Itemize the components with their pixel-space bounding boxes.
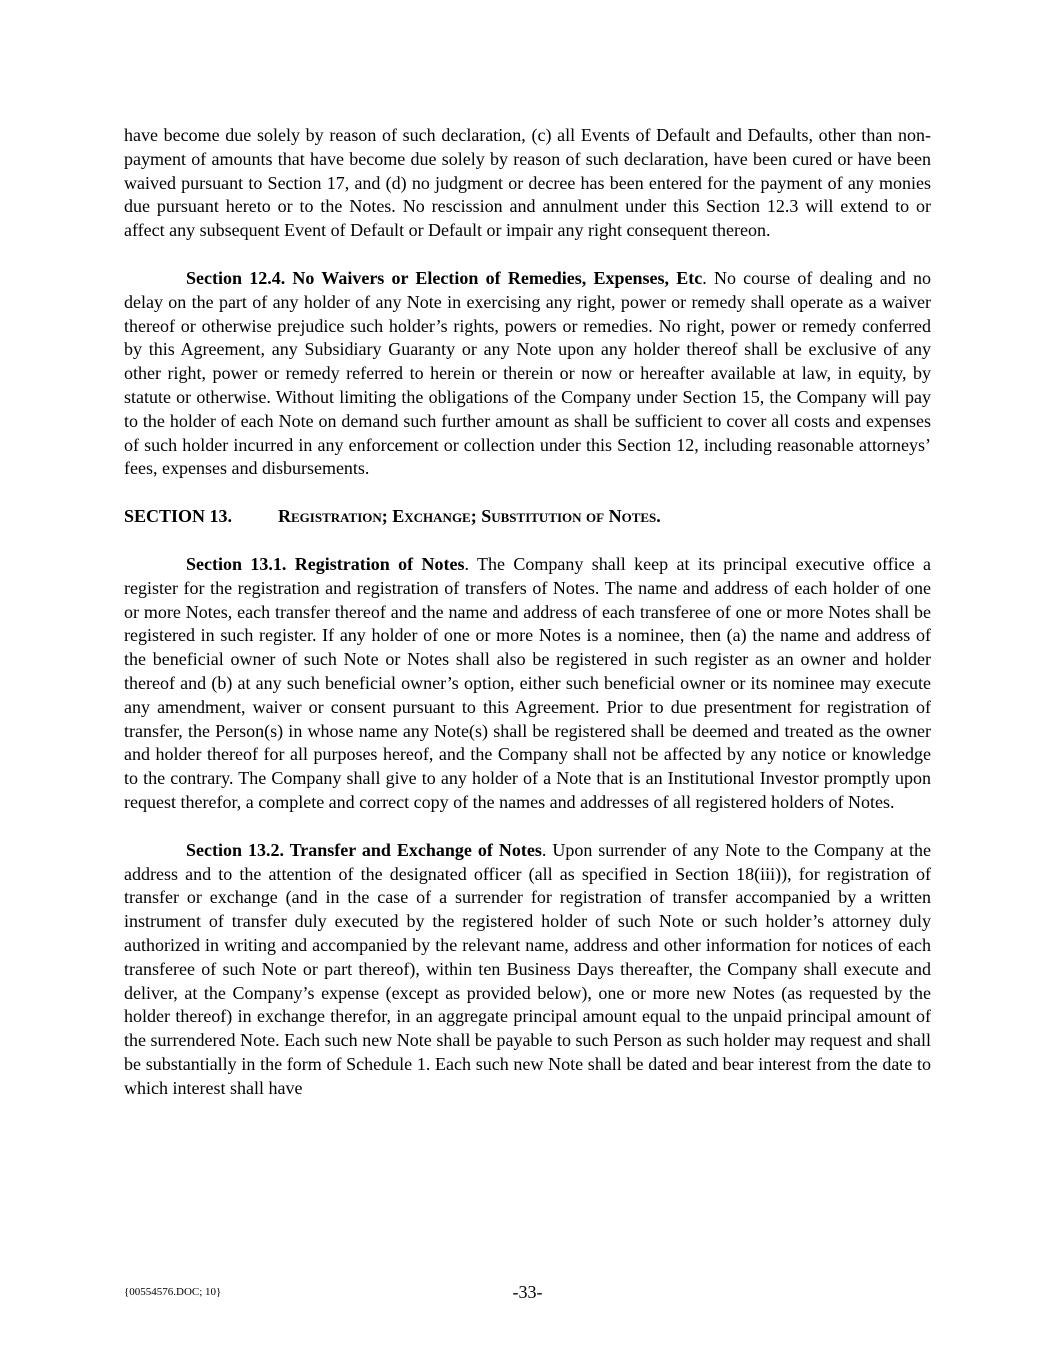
section-12-4-heading: Section 12.4. No Waivers or Election of Remedies, Expenses, Etc <box>186 267 703 288</box>
section-13-1-paragraph <box>124 553 931 815</box>
section-13-title: Registration; Exchange; Substitution of Notes. <box>278 506 661 527</box>
section-12-4-body: . No course of dealing and no delay on the part of any holder of any Note in exercising any right, power or remedy shall operate as a waiver thereof or otherwise prejudice such holder’s rights, powers or remedies. No right, power or remedy conferred by this Agreement, any Subsidiary Guaranty or any Note upon any holder thereof shall be exclusive of any other right, power or remedy referred to herein or therein or now or hereafter available at law, in equity, by statute or otherwise. Without limiting the obligations of the Company under Section 15, the Company will pay to the holder of each Note on demand such further amount as shall be sufficient to cover all costs and expenses of such holder incurred in any enforcement or collection under this Section 12, including reasonable attorneys’ fees, expenses and disbursements. <box>124 267 931 479</box>
section-13-heading <box>124 505 931 529</box>
section-13-1-body: . The Company shall keep at its principal executive office a register for the registration and registration of transfers of Notes. The name and address of each holder of one or more Notes, each transfer thereof and the name and address of each transferee of one or more Notes shall be registered in such register. If any holder of one or more Notes is a nominee, then (a) the name and address of the beneficial owner of such Note or Notes shall also be registered in such register as an owner and holder thereof and (b) at any such beneficial owner’s option, either such beneficial owner or its nominee may execute any amendment, waiver or consent pursuant to this Agreement. Prior to due presentment for registration of transfer, the Person(s) in whose name any Note(s) shall be registered shall be deemed and treated as the owner and holder thereof for all purposes hereof, and the Company shall not be affected by any notice or knowledge to the contrary. The Company shall give to any holder of a Note that is an Institutional Investor promptly upon request therefor, a complete and correct copy of the names and addresses of all registered holders of Notes. <box>124 553 931 812</box>
footer-document-id: {00554576.DOC; 10} <box>124 1286 222 1298</box>
paragraph-spacer <box>124 815 931 839</box>
section-13-2-body: . Upon surrender of any Note to the Company at the address and to the attention of the designated officer (all as specified in Section 18(iii)), for registration of transfer or exchange (and in the case of a surrender for registration of transfer accompanied by a written instrument of transfer duly executed by the registered holder of such Note or such holder’s attorney duly authorized in writing and accompanied by the relevant name, address and other information for notices of each transferee of such Note or part thereof), within ten Business Days thereafter, the Company shall execute and deliver, at the Company’s expense (except as provided below), one or more new Notes (as requested by the holder thereof) in exchange therefor, in an aggregate principal amount equal to the unpaid principal amount of the surrendered Note. Each such new Note shall be payable to such Person as such holder may request and shall be substantially in the form of Schedule 1. Each such new Note shall be dated and bear interest from the date to which interest shall have <box>124 839 931 1098</box>
section-12-4-paragraph <box>124 267 931 481</box>
section-13-2-heading: Section 13.2. Transfer and Exchange of Notes <box>186 839 542 860</box>
footer-page-number: -33- <box>512 1282 543 1302</box>
document-body <box>124 124 931 1100</box>
continuation-paragraph: have become due solely by reason of such declaration, (c) all Events of Default and Defaults, other than non-payment of amounts that have become due solely by reason of such declaration, have been cured or have been waived pursuant to Section 17, and (d) no judgment or decree has been entered for the payment of any monies due pursuant hereto or to the Notes. No rescission and annulment under this Section 12.3 will extend to or affect any subsequent Event of Default or Default or impair any right consequent thereon. <box>124 125 931 241</box>
section-13-1-heading: Section 13.1. Registration of Notes <box>186 553 465 574</box>
section-13-2-paragraph <box>124 839 931 1101</box>
paragraph-spacer <box>124 529 931 553</box>
paragraph-spacer <box>124 243 931 267</box>
section-13-number: SECTION 13. <box>124 506 233 527</box>
paragraph-spacer <box>124 481 931 505</box>
